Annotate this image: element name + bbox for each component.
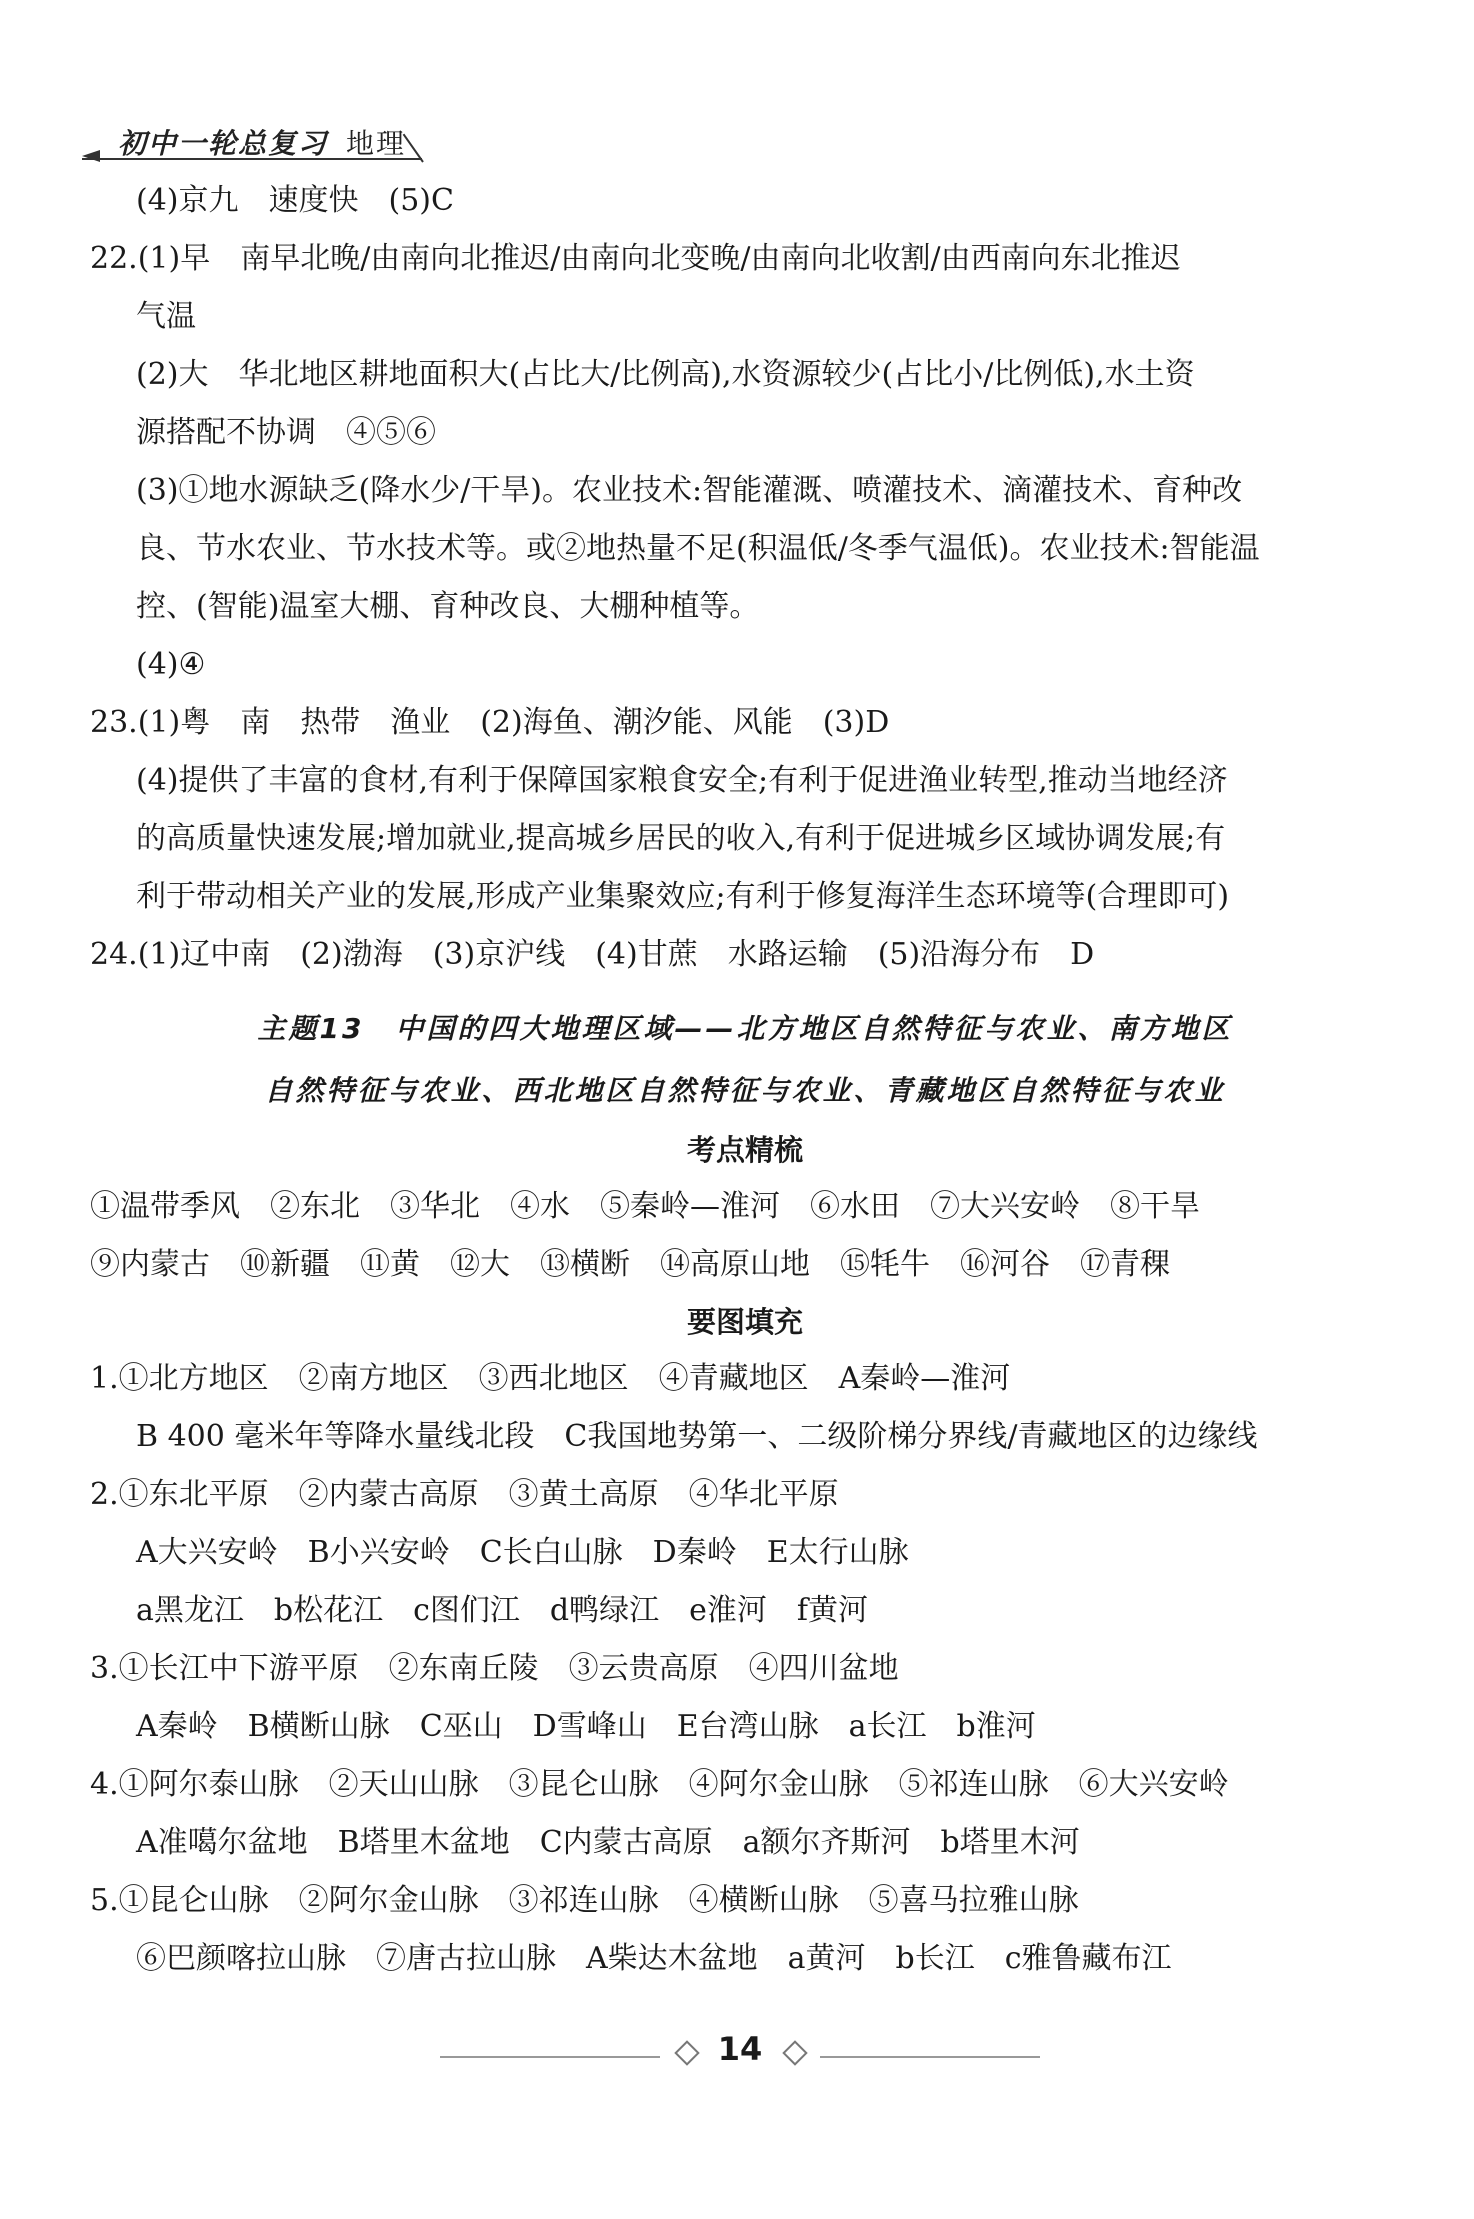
yaotu-line: a黑龙江 b松花江 c图们江 d鸭绿江 e淮河 f黄河 [136, 1593, 868, 1628]
answer-line: (4)提供了丰富的食材,有利于保障国家粮食安全;有利于促进渔业转型,推动当地经济 [136, 763, 1228, 798]
header-arrow-icon [82, 150, 100, 162]
footer-rule-right [820, 2056, 1040, 2058]
yaotu-line: 2.①东北平原 ②内蒙古高原 ③黄土高原 ④华北平原 [90, 1477, 839, 1512]
diamond-ornament-icon [674, 2040, 699, 2065]
page-number: 14 [717, 2030, 763, 2068]
answer-line-q24: 24.(1)辽中南 (2)渤海 (3)京沪线 (4)甘蔗 水路运输 (5)沿海分布 D [90, 937, 1095, 972]
section-heading-yaotu: 要图填充 [686, 1305, 803, 1339]
running-header [82, 118, 442, 166]
yaotu-line: A准噶尔盆地 B塔里木盆地 C内蒙古高原 a额尔齐斯河 b塔里木河 [136, 1825, 1080, 1860]
answer-line: 气温 [136, 299, 196, 334]
topic-title-line-2: 自然特征与农业、西北地区自然特征与农业、青藏地区自然特征与农业 [264, 1074, 1226, 1107]
answer-line: 良、节水农业、节水技术等。或②地热量不足(积温低/冬季气温低)。农业技术:智能温 [136, 531, 1260, 566]
yaotu-line: 4.①阿尔泰山脉 ②天山山脉 ③昆仑山脉 ④阿尔金山脉 ⑤祁连山脉 ⑥大兴安岭 [90, 1767, 1229, 1802]
header-title [118, 122, 406, 162]
yaotu-line: A大兴安岭 B小兴安岭 C长白山脉 D秦岭 E太行山脉 [136, 1535, 909, 1570]
yaotu-line: 3.①长江中下游平原 ②东南丘陵 ③云贵高原 ④四川盆地 [90, 1651, 899, 1686]
answer-line-q23: 23.(1)粤 南 热带 渔业 (2)海鱼、潮汐能、风能 (3)D [90, 705, 890, 740]
kaodian-line-2: ⑨内蒙古 ⑩新疆 ⑪黄 ⑫大 ⑬横断 ⑭高原山地 ⑮牦牛 ⑯河谷 ⑰青稞 [90, 1247, 1170, 1282]
answer-line: (4)④ [136, 647, 206, 682]
kaodian-line-1: ①温带季风 ②东北 ③华北 ④水 ⑤秦岭—淮河 ⑥水田 ⑦大兴安岭 ⑧干旱 [90, 1189, 1200, 1224]
yaotu-line: 1.①北方地区 ②南方地区 ③西北地区 ④青藏地区 A秦岭—淮河 [90, 1361, 1011, 1396]
answer-line-q22: 22.(1)早 南早北晚/由南向北推迟/由南向北变晚/由南向北收割/由西南向东北推迟 [90, 241, 1181, 276]
answer-line: 利于带动相关产业的发展,形成产业集聚效应;有利于修复海洋生态环境等(合理即可) [136, 879, 1230, 914]
answer-line: 的高质量快速发展;增加就业,提高城乡居民的收入,有利于促进城乡区域协调发展;有 [136, 821, 1226, 856]
yaotu-line: B 400 毫米年等降水量线北段 C我国地势第一、二级阶梯分界线/青藏地区的边缘线 [136, 1419, 1258, 1454]
answer-line: (2)大 华北地区耕地面积大(占比大/比例高),水资源较少(占比小/比例低),水土资 [136, 357, 1195, 392]
page-content [90, 172, 1400, 1988]
answer-line: 源搭配不协调 ④⑤⑥ [136, 415, 436, 450]
yaotu-line: ⑥巴颜喀拉山脉 ⑦唐古拉山脉 A柴达木盆地 a黄河 b长江 c雅鲁藏布江 [136, 1941, 1172, 1976]
footer-rule-left [440, 2056, 660, 2058]
topic-title-line-1: 主题13 中国的四大地理区域——北方地区自然特征与农业、南方地区 [257, 1012, 1233, 1045]
header-subject: 地理 [346, 127, 407, 160]
answer-line: 控、(智能)温室大棚、育种改良、大棚种植等。 [136, 589, 760, 624]
answer-line: (4)京九 速度快 (5)C [136, 183, 454, 218]
diamond-ornament-icon [782, 2040, 807, 2065]
yaotu-line: A秦岭 B横断山脉 C巫山 D雪峰山 E台湾山脉 a长江 b淮河 [136, 1709, 1036, 1744]
yaotu-line: 5.①昆仑山脉 ②阿尔金山脉 ③祁连山脉 ④横断山脉 ⑤喜马拉雅山脉 [90, 1883, 1079, 1918]
section-heading-kaodian: 考点精梳 [686, 1133, 803, 1167]
header-book-title: 初中一轮总复习 [118, 127, 329, 160]
answer-line: (3)①地水源缺乏(降水少/干旱)。农业技术:智能灌溉、喷灌技术、滴灌技术、育种改 [136, 473, 1243, 508]
page-footer [440, 2030, 1040, 2070]
